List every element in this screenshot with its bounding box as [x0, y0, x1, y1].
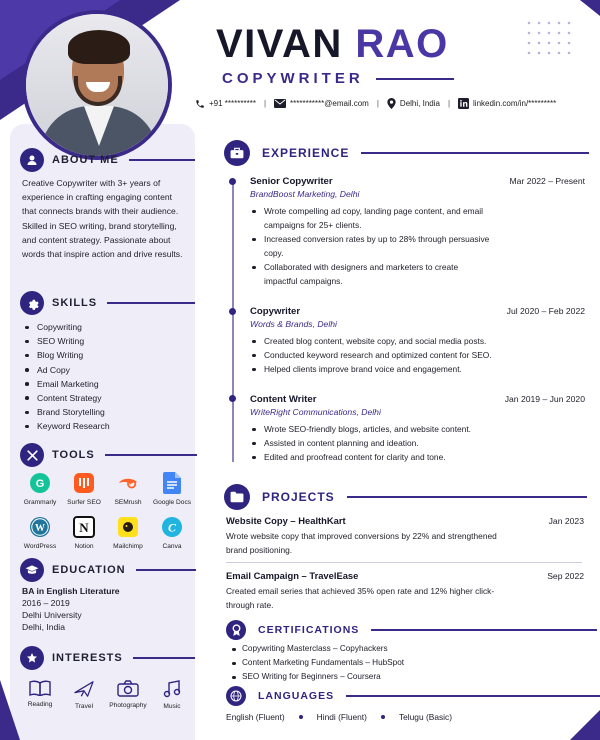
- skills-list: [24, 320, 110, 434]
- job-title-row: [222, 70, 454, 87]
- tool-label: Surfer SEO: [67, 499, 101, 506]
- timeline-dot: [229, 395, 236, 402]
- section-divider: [346, 695, 600, 697]
- interest-music: [150, 680, 194, 710]
- tool-label: Grammarly: [23, 499, 57, 506]
- envelope-icon: [274, 99, 286, 108]
- location-pin-icon: [387, 98, 396, 109]
- tool-google-docs: [150, 472, 194, 506]
- section-title: EXPERIENCE: [262, 146, 350, 160]
- linkedin-icon: [458, 98, 469, 109]
- language-separator-dot: [299, 715, 303, 719]
- about-me-text: Creative Copywriter with 3+ years of experience in crafting engaging content that connects brands with their audience. Skilled in SEO writing, brand storytelling, and content strategy. Passionate about words that inspire action and drive results.: [22, 178, 183, 260]
- list-item: Wrote SEO-friendly blogs, articles, and website content.: [250, 422, 585, 436]
- education-details: [22, 585, 120, 633]
- tool-label: Mailchimp: [113, 543, 143, 550]
- name-heading: [216, 22, 449, 67]
- list-item: Wrote compelling ad copy, landing page content, and email campaigns for 25+ clients.: [250, 204, 500, 232]
- project-name: Email Campaign – TravelEase: [226, 570, 359, 581]
- phone-icon: [195, 99, 205, 109]
- job-role: Senior Copywriter: [250, 176, 333, 187]
- interest-label: Music: [163, 703, 181, 710]
- section-title: LANGUAGES: [258, 690, 335, 702]
- list-item: Keyword Research: [24, 419, 110, 433]
- interest-label: Reading: [27, 701, 53, 708]
- school: Delhi University: [22, 610, 82, 620]
- project-date: Sep 2022: [547, 571, 584, 581]
- google-docs-icon: [161, 472, 183, 494]
- dot-pattern: [524, 18, 574, 58]
- job-bullets: [250, 204, 585, 288]
- list-item: Ad Copy: [24, 363, 110, 377]
- camera-icon: [117, 680, 139, 697]
- svg-text:N: N: [79, 520, 89, 535]
- section-title: PROJECTS: [262, 490, 335, 504]
- job-entry: [250, 306, 585, 376]
- tool-wordpress: [18, 516, 62, 550]
- section-title: TOOLS: [52, 449, 95, 461]
- music-note-icon: [163, 680, 181, 698]
- job-date: Mar 2022 – Present: [509, 176, 585, 186]
- list-item: Brand Storytelling: [24, 405, 110, 419]
- job-bullets: [250, 422, 585, 464]
- certifications-heading: [226, 620, 597, 640]
- tool-mailchimp: [106, 516, 150, 550]
- surfer-seo-icon: [73, 472, 95, 494]
- list-item: Assisted in content planning and ideation.: [250, 436, 585, 450]
- education-years: 2016 – 2019: [22, 598, 70, 608]
- linkedin-text[interactable]: linkedin.com/in/*********: [473, 99, 557, 108]
- project-divider: [226, 562, 582, 563]
- graduation-cap-icon: [20, 558, 44, 582]
- timeline-dot: [229, 178, 236, 185]
- certifications-list: [232, 642, 404, 684]
- project-description: Created email series that achieved 35% open rate and 12% higher click-through rate.: [226, 586, 495, 610]
- tool-label: WordPress: [23, 543, 57, 550]
- education-heading: [20, 558, 196, 582]
- about-me-heading: [20, 148, 195, 172]
- section-divider: [347, 496, 587, 498]
- school-location: Delhi, India: [22, 622, 65, 632]
- section-title: ABOUT ME: [52, 154, 119, 166]
- briefcase-icon: [224, 140, 250, 166]
- tools-grid: [18, 472, 198, 550]
- phone-text: +91 **********: [209, 99, 256, 108]
- project-name: Website Copy – HealthKart: [226, 515, 346, 526]
- svg-text:G: G: [35, 478, 45, 490]
- languages-heading: [226, 686, 600, 706]
- job-role: Copywriter: [250, 306, 301, 317]
- tool-label: Notion: [74, 543, 94, 550]
- experience-timeline: [232, 182, 234, 462]
- mailchimp-icon: [117, 516, 139, 538]
- language-item: English (Fluent): [226, 712, 285, 722]
- contact-linkedin[interactable]: [458, 98, 556, 109]
- bottom-right-decoration: [570, 710, 600, 740]
- tool-semrush: [106, 472, 150, 506]
- interests-heading: [20, 646, 195, 670]
- interest-travel: [62, 680, 106, 710]
- list-item: Copywriting Masterclass – Copyhackers: [232, 642, 404, 656]
- location-text: Delhi, India: [399, 99, 440, 108]
- list-item: Created blog content, website copy, and social media posts.: [250, 334, 585, 348]
- list-item: Edited and proofread content for clarity and tone.: [250, 450, 585, 464]
- title-underline: [376, 78, 454, 80]
- experience-heading: [224, 140, 589, 166]
- contact-separator: |: [447, 99, 451, 108]
- bottom-left-decoration: [0, 680, 20, 740]
- section-divider: [107, 302, 195, 304]
- tool-notion: [62, 516, 106, 550]
- job-company: BrandBoost Marketing, Delhi: [250, 189, 360, 199]
- list-item: Content Strategy: [24, 391, 110, 405]
- list-item: Helped clients improve brand voice and engagement.: [250, 362, 585, 376]
- section-divider: [371, 629, 597, 631]
- section-title: EDUCATION: [52, 564, 126, 576]
- contact-phone: [195, 99, 256, 109]
- project-entry: [226, 570, 584, 612]
- list-item: SEO Writing for Beginners – Coursera: [232, 670, 404, 684]
- list-item: Email Marketing: [24, 377, 110, 391]
- job-date: Jul 2020 – Feb 2022: [506, 306, 585, 316]
- section-title: SKILLS: [52, 297, 98, 309]
- wordpress-icon: [29, 516, 51, 538]
- list-item: Blog Writing: [24, 348, 110, 362]
- list-item: Conducted keyword research and optimized content for SEO.: [250, 348, 585, 362]
- gear-icon: [20, 291, 44, 315]
- grammarly-icon: [29, 472, 51, 494]
- interest-label: Photography: [109, 702, 147, 709]
- svg-text:W: W: [35, 523, 45, 534]
- last-name: RAO: [355, 22, 449, 66]
- folder-icon: [224, 484, 250, 510]
- list-item: Copywriting: [24, 320, 110, 334]
- projects-heading: [224, 484, 587, 510]
- language-separator-dot: [381, 715, 385, 719]
- profile-photo: [22, 10, 172, 160]
- interest-reading: [18, 680, 62, 710]
- job-date: Jan 2019 – Jun 2020: [504, 394, 585, 404]
- tool-label: Google Docs: [152, 499, 192, 506]
- contact-separator: |: [376, 99, 379, 108]
- list-item: Content Marketing Fundamentals – HubSpot: [232, 656, 404, 670]
- section-divider: [136, 569, 196, 571]
- project-entry: [226, 515, 584, 557]
- timeline-dot: [229, 308, 236, 315]
- first-name: VIVAN: [216, 22, 343, 66]
- book-icon: [29, 680, 51, 696]
- tool-surfer-seo: [62, 472, 106, 506]
- job-role: Content Writer: [250, 394, 317, 405]
- skills-heading: [20, 291, 195, 315]
- contact-bar: [195, 98, 556, 109]
- job-entry: [250, 176, 585, 288]
- language-item: Hindi (Fluent): [316, 712, 367, 722]
- list-item: Increased conversion rates by up to 28% through persuasive copy.: [250, 232, 490, 260]
- project-description: Wrote website copy that improved conversions by 22% and strengthened brand positioning.: [226, 531, 497, 555]
- tools-heading: [20, 443, 197, 467]
- job-title: COPYWRITER: [222, 70, 364, 87]
- email-text: ***********@email.com: [290, 99, 369, 108]
- notion-icon: [73, 516, 95, 538]
- contact-separator: |: [263, 99, 267, 108]
- language-item: Telugu (Basic): [398, 712, 452, 722]
- job-entry: [250, 394, 585, 464]
- project-date: Jan 2023: [548, 516, 584, 526]
- section-divider: [129, 159, 195, 161]
- tool-canva: [150, 516, 194, 550]
- section-title: CERTIFICATIONS: [258, 624, 360, 636]
- job-company: Words & Brands, Delhi: [250, 319, 337, 329]
- tool-label: SEMrush: [114, 499, 142, 506]
- semrush-icon: [117, 472, 139, 494]
- contact-location: [387, 98, 440, 109]
- degree: BA in English Literature: [22, 586, 120, 596]
- star-icon: [20, 646, 44, 670]
- svg-text:C: C: [167, 520, 177, 535]
- interests-row: [18, 680, 194, 710]
- wrench-icon: [20, 443, 44, 467]
- airplane-icon: [73, 680, 95, 698]
- job-company: WriteRight Communications, Delhi: [250, 407, 381, 417]
- canva-icon: [161, 516, 183, 538]
- languages-row: [226, 712, 452, 722]
- top-right-decoration: [580, 0, 600, 16]
- section-divider: [361, 152, 589, 154]
- person-icon: [20, 148, 44, 172]
- list-item: Collaborated with designers and marketers to create impactful campaigns.: [250, 260, 490, 288]
- contact-email: [274, 99, 369, 108]
- globe-icon: [226, 686, 246, 706]
- award-icon: [226, 620, 246, 640]
- section-divider: [133, 657, 195, 659]
- list-item: SEO Writing: [24, 334, 110, 348]
- section-divider: [105, 454, 197, 456]
- interest-photography: [106, 680, 150, 710]
- tool-grammarly: [18, 472, 62, 506]
- interest-label: Travel: [74, 703, 94, 710]
- tool-label: Canva: [162, 543, 182, 550]
- job-bullets: [250, 334, 585, 376]
- section-title: INTERESTS: [52, 652, 123, 664]
